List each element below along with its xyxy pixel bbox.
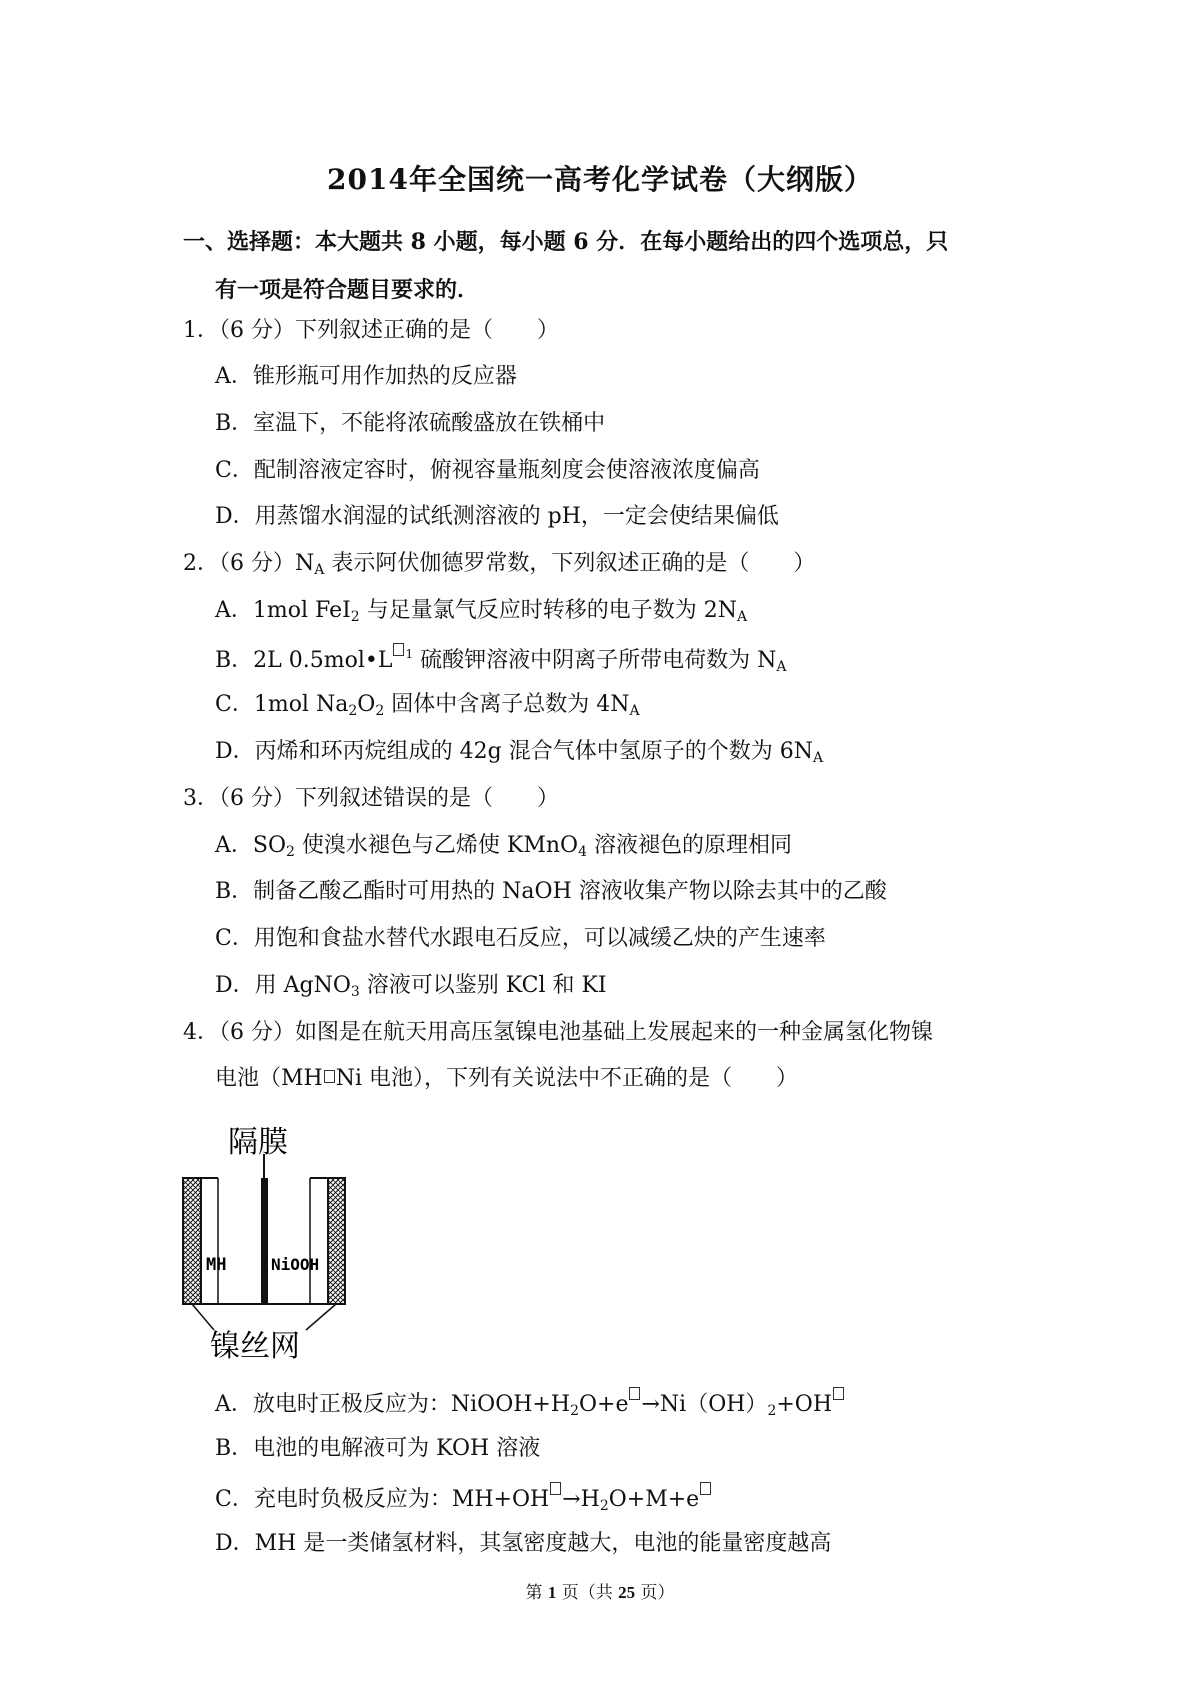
nickel-mesh-label: 镍丝网 [210, 1329, 300, 1360]
missing-glyph-box [629, 1387, 640, 1400]
question-3-option-c: C．用饱和食盐水替代水跟电石反应，可以减缓乙炔的产生速率 [215, 926, 826, 951]
question-4-stem-line-1: 4．（6 分）如图是在航天用高压氢镍电池基础上发展起来的一种金属氢化物镍 [183, 1020, 933, 1045]
question-4-stem-line-2: 电池（MH Ni 电池），下列有关说法中不正确的是（ ） [215, 1066, 798, 1091]
niooh-electrode-label: NiOOH [271, 1255, 320, 1274]
question-4-option-b: B．电池的电解液可为 KOH 溶液 [215, 1436, 541, 1461]
question-3-stem: 3．（6 分）下列叙述错误的是（ ） [183, 786, 559, 811]
page-footer: 第 1 页（共 25 页） [525, 1583, 675, 1603]
missing-glyph-box [324, 1070, 335, 1083]
separator-membrane [261, 1178, 268, 1304]
battery-diagram [178, 1120, 358, 1360]
section-heading-line-2: 有一项是符合题目要求的． [215, 277, 480, 303]
question-1-option-c: C．配制溶液定容时，俯视容量瓶刻度会使溶液浓度偏高 [215, 458, 760, 483]
question-4-option-d: D．MH 是一类储氢材料，其氢密度越大，电池的能量密度越高 [215, 1531, 832, 1556]
left-nickel-mesh [183, 1178, 201, 1304]
question-2-option-b: B．2L 0.5mol•L $^1$ 硫酸钾溶液中阴离子所带电荷数为 $N_A$ [215, 643, 787, 676]
question-4-option-a: A．放电时正极反应为：$NiOOH+H_2O+e \to Ni(OH)_2+OH$ [215, 1387, 845, 1420]
question-2-stem: 2．（6 分）$N_A$ 表示阿伏伽德罗常数，下列叙述正确的是（ ） [183, 551, 816, 578]
missing-glyph-box [550, 1482, 561, 1495]
missing-glyph-box [700, 1482, 711, 1495]
question-3-option-a: A．$SO_2$ 使溴水褪色与乙烯使 KMnO$_4$ 溶液褪色的原理相同 [215, 833, 792, 860]
question-1-option-a: A．锥形瓶可用作加热的反应器 [215, 364, 517, 389]
question-1-stem: 1．（6 分）下列叙述正确的是（ ） [183, 318, 559, 343]
question-4-option-c: C．充电时负极反应为：$MH+OH \to H_2O+M+e$ [215, 1482, 712, 1515]
section-heading-line-1: 一、选择题：本大题共 8 小题，每小题 6 分．在每小题给出的四个选项总，只 [183, 229, 949, 255]
total-pages: 25 [618, 1583, 636, 1602]
separator-label: 隔膜 [228, 1125, 288, 1160]
missing-glyph-box [833, 1387, 844, 1400]
page-number: 1 [547, 1583, 557, 1602]
mh-electrode-label: MH [206, 1255, 227, 1275]
question-2-option-c: C．1mol $Na_2O_2$ 固体中含离子总数为 $4N_A$ [215, 692, 640, 719]
exam-title: 2014年全国统一高考化学试卷（大纲版） [327, 163, 873, 196]
right-nickel-mesh [328, 1178, 345, 1304]
missing-glyph-box [393, 643, 404, 656]
question-1-option-d: D．用蒸馏水润湿的试纸测溶液的 pH，一定会使结果偏低 [215, 504, 779, 529]
question-3-option-b: B．制备乙酸乙酯时可用热的 NaOH 溶液收集产物以除去其中的乙酸 [215, 879, 887, 904]
question-2-option-a: A．1mol FeI$_2$ 与足量氯气反应时转移的电子数为 $2N_A$ [215, 598, 748, 625]
question-3-option-d: D．用 AgNO$_3$ 溶液可以鉴别 KCl 和 KI [215, 973, 607, 1000]
question-2-option-d: D．丙烯和环丙烷组成的 42g 混合气体中氢原子的个数为 $6N_A$ [215, 739, 824, 766]
question-1-option-b: B．室温下，不能将浓硫酸盛放在铁桶中 [215, 411, 606, 436]
